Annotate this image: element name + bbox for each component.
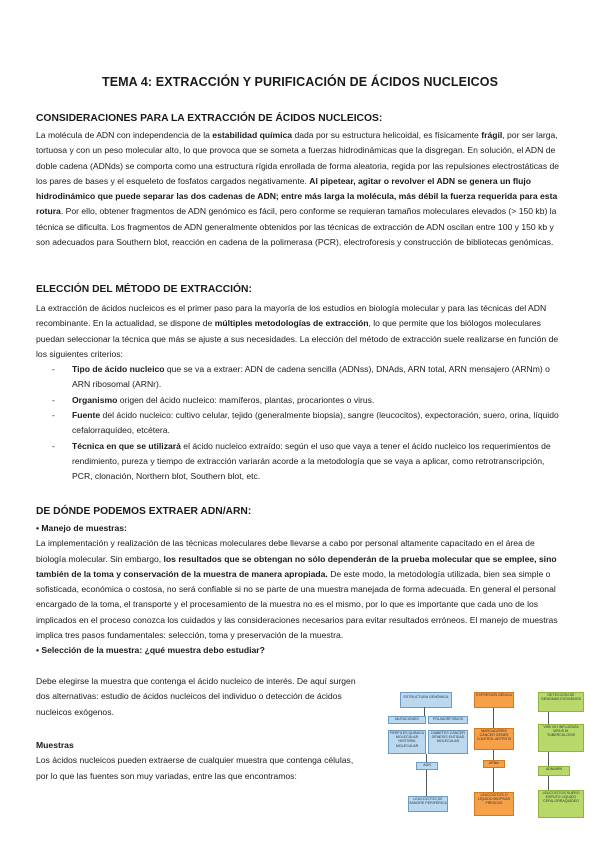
- muestras-block: [36, 738, 358, 784]
- bold-run: estabilidad química: [212, 130, 293, 140]
- text-run: . Por ello, obtener fragmentos de ADN genómico es fácil, pero conforme se requieran tamaños moleculares elevados (> 150 kb) la técnica se dificulta. Los fragmentos de ADN generalmente obtenidos por las técnicas de extracción de ADN oscilan entre 100 y 150 kb y son adecuados para Southern blot, reacción en cadena de la polimerasa (PCR), electroforesis y construcción de bibliotecas genómicas.: [36, 206, 557, 248]
- text-run: La implementación y realización de las técnicas moleculares debe llevarse a cabo por personal altamente capacitado en el área de biología molecular. Sin embargo,: [36, 538, 535, 564]
- text-run: La molécula de ADN con independencia de la: [36, 130, 213, 140]
- section-heading-considerations: CONSIDERACIONES PARA LA EXTRACCIÓN DE ÁCIDOS NUCLEICOS:: [36, 113, 383, 124]
- diagram-connector: [493, 768, 494, 792]
- muestras-title: Muestras: [36, 740, 74, 750]
- diagram-box-leucocitos2: LEUCOCITOS O LÍQUIDO BIOPSIAS FRESCAS: [474, 792, 514, 816]
- diagram-box-marcadores: MARCADORES CÁNCER GENES CONTROL ARTRITIS: [474, 728, 514, 750]
- diagram-box-adn: ADN: [416, 762, 438, 770]
- method-paragraph: [36, 301, 564, 485]
- criteria-list: [36, 362, 564, 484]
- list-item: [36, 362, 564, 393]
- diagram-box-diabetes: DIABETES CÁNCER GÉNESIS ENTIDAD MOLECULAR: [428, 730, 468, 754]
- sample-handling-block: [36, 521, 564, 659]
- bold-run: Fuente: [72, 410, 101, 421]
- dash-bullet: -: [52, 440, 55, 451]
- diagram-box-arnm: ARNm: [483, 760, 505, 768]
- bold-run: Técnica en que se utilizará: [72, 440, 181, 451]
- diagram-box-adnarn: ADN/ARN: [538, 766, 570, 776]
- diagram-connector: [424, 707, 425, 716]
- selection-paragraph: [36, 674, 358, 720]
- list-item: [36, 408, 564, 439]
- dash-bullet: -: [52, 364, 55, 375]
- bold-run: múltiples metodologías de extracción: [214, 318, 369, 329]
- bold-run: Organismo: [72, 394, 118, 405]
- list-item: [36, 393, 564, 408]
- bold-run: frágil: [481, 130, 503, 140]
- diagram-connector: [548, 776, 549, 790]
- considerations-paragraph: [36, 128, 564, 250]
- diagram-connector: [548, 752, 549, 766]
- bold-run: Tipo de ácido nucleico: [72, 364, 165, 375]
- diagram-connector: [426, 754, 427, 762]
- diagram-box-leucocitos: LEUCOCITOS DE SANGRE PERIFÉRICA: [408, 796, 448, 812]
- diagram-connector: [426, 770, 427, 796]
- sources-diagram: [388, 688, 584, 823]
- diagram-box-expresion: EXPRESIÓN GÉNICA: [474, 692, 514, 708]
- diagram-box-leucocitos3: LEUCOCITOS SUERO ESPUTO LÍQUIDO CEFALORRAQUÍDEO: [538, 790, 584, 818]
- bullet-title-manejo: • Manejo de muestras:: [36, 523, 127, 533]
- diagram-box-polimorfismos: POLIMORFISMOS: [428, 716, 468, 724]
- text-run: , lo que permite que los biólogos moleculares puedan seleccionar la técnica que más se ajuste a sus necesidades. La elección del método de extracción suele realizarse en función de los siguientes criterios:: [36, 318, 559, 359]
- diagram-connector: [493, 750, 494, 760]
- diagram-box-vhb: VHB VIH INFLUENZA VIRUS M. TUBERCULOSIS: [538, 724, 584, 752]
- text-run: dada por su estructura helicoidal, es físicamente: [292, 130, 482, 140]
- text-run: Los ácidos nucleicos pueden extraerse de cualquier muestra que contenga células, por lo que las fuentes son muy variadas, entre las que encontramos:: [36, 755, 354, 781]
- text-run: La extracción de ácidos nucleicos es el primer paso para la mayoría de los estudios en biología molecular y para las técnicas del ADN recombinante. En la actualidad, se dispone de: [36, 303, 547, 329]
- diagram-box-deteccion: DETECCIÓN DE GENOMAS EXÓGENOS: [538, 692, 584, 712]
- page-title: TEMA 4: EXTRACCIÓN Y PURIFICACIÓN DE ÁCIDOS NUCLEICOS: [101, 75, 499, 89]
- diagram-box-perfiles: PERFILES QUÍMICA MOLECULAR HISTORIA MOLECULAR: [388, 730, 426, 754]
- section-heading-method: ELECCIÓN DEL MÉTODO DE EXTRACCIÓN:: [36, 284, 252, 295]
- bold-run: los resultados que se obtengan no sólo dependerán de la prueba molecular que se emplee, sino también de la toma y conservación de la muestra de manera apropiada.: [36, 553, 557, 579]
- dash-bullet: -: [52, 410, 55, 421]
- diagram-box-mutaciones: MUTACIONES: [388, 716, 426, 724]
- diagram-box-estructura: ESTRUCTURA GENÓMICA: [400, 692, 452, 708]
- section-heading-sources: DE DÓNDE PODEMOS EXTRAER ADN/ARN:: [36, 506, 252, 517]
- list-item: [36, 439, 564, 485]
- bullet-title-seleccion: • Selección de la muestra: ¿qué muestra debo estudiar?: [36, 645, 265, 656]
- text-run: , por ser larga, tortuosa y con un peso molecular alto, lo que provoca que se someta a fuerzas hidrodinámicas que la disgregan. En solución, el ADN de doble cadena (ADNds) se comporta como una estructura rígida enrollada de forma aleatoria, regida por las repulsiones electrostáticas de los pares de bases y el esqueleto de fosfatos cargados negativamente.: [36, 130, 560, 186]
- text-run: origen del ácido nucleico: mamíferos, plantas, procariontes o virus.: [117, 394, 375, 405]
- dash-bullet: -: [52, 394, 55, 405]
- text-run: que se va a extraer: ADN de cadena sencilla (ADNss), DNAds, ARN total, ARN mensajero (ARNm) o ARN ribosomal (ARNr).: [72, 364, 550, 390]
- text-run: el ácido nucleico extraído: según el uso que vaya a tener el ácido nucleico los requerimientos de rendimiento, pureza y tiempo de extracción variarán acorde a la metodología que se vaya a aplicar, como retrotranscripción, PCR, clonación, Northern blot, Southern blot, etc.: [72, 440, 551, 482]
- text-run: De este modo, la metodología utilizada, bien sea simple o sofisticada, económica o costosa, no será confiable si no se parte de una muestra manejada de forma adecuada. En general el personal encargado de la toma, el transporte y el procesamiento de la muestra no es el mismo, por lo que es importante que cada uno de los implicados en el proceso conozca los cuidados y las consideraciones necesarios para evitar resultados erróneos. El manejo de muestras implica tres pasos fundamentales: selección, toma y preservación de la muestra.: [36, 568, 558, 641]
- diagram-connector: [493, 708, 494, 728]
- text-run: del ácido nucleico: cultivo celular, tejido (generalmente biopsia), sangre (leucocitos), expectoración, suero, orina, líquido cefalorraquídeo, etcétera.: [72, 410, 559, 436]
- text-run: Debe elegirse la muestra que contenga el ácido nucleico de interés. De aquí surgen dos alternativas: estudio de ácidos nucleicos del individuo o detección de ácidos nucleicos exógenos.: [36, 676, 356, 717]
- diagram-connector: [548, 712, 549, 724]
- bold-run: Al pipetear, agitar o revolver el ADN se genera un flujo hidrodinámico que puede separar las dos cadenas de ADN; entre más larga la molécula, más débil la fuerza requerida para esta rotura: [36, 175, 558, 217]
